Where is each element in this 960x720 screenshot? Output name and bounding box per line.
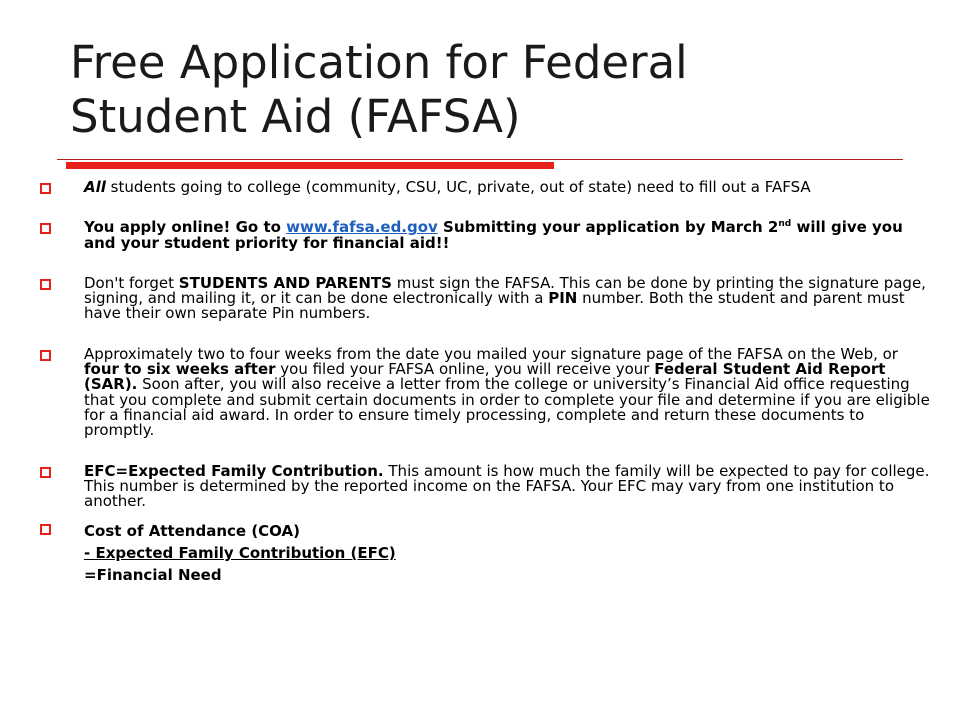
financial-need-line: =Financial Need — [84, 566, 222, 585]
fafsa-link[interactable]: www.fafsa.ed.gov — [286, 218, 438, 237]
bullet-apply-online: You apply online! Go to www.fafsa.ed.gov Submitting your application by March 2nd will give you and your student priority for financial aid!! — [34, 220, 934, 251]
square-bullet-icon — [40, 223, 51, 234]
square-bullet-icon — [40, 279, 51, 290]
efc-line: - Expected Family Contribution (EFC) — [84, 544, 396, 563]
bullet-sar-timeline: Approximately two to four weeks from the date you mailed your signature page of the FAFSA on the Web, or four to six weeks after you filed your FAFSA online, you will receive your Federal Student Aid Report (SAR). Soon after, you will also receive a letter from the college or university’s Financial Aid office requesting that you complete and submit certain documents in order to complete your file and determine if you are eligible for a financial aid award. In order to ensure timely processing, complete and return these documents to promptly. — [34, 347, 934, 439]
square-bullet-icon — [40, 467, 51, 478]
square-bullet-icon — [40, 183, 51, 194]
bullet-all-students: All students going to college (community, CSU, UC, private, out of state) need to fill out a FAFSA — [34, 180, 934, 195]
bullet-financial-need — [34, 521, 934, 585]
page-title — [70, 36, 930, 144]
coa-line: Cost of Attendance (COA) — [84, 522, 300, 541]
bullet-efc: EFC=Expected Family Contribution. This amount is how much the family will be expected to pay for college. This number is determined by the reported income on the FAFSA. Your EFC may vary from one institution to another. — [34, 464, 934, 510]
square-bullet-icon — [40, 350, 51, 361]
bullet-list — [34, 180, 934, 585]
bullet-sign-fafsa: Don't forget STUDENTS AND PARENTS must sign the FAFSA. This can be done by printing the signature page, signing, and mailing it, or it can be done electronically with a PIN number. Both the student and parent must have their own separate Pin numbers. — [34, 276, 934, 322]
square-bullet-icon — [40, 524, 51, 535]
title-divider-thick — [66, 162, 554, 169]
title-line-2: Student Aid (FAFSA) — [70, 90, 521, 143]
title-line-1: Free Application for Federal — [70, 36, 688, 89]
title-divider-thin — [57, 159, 903, 160]
